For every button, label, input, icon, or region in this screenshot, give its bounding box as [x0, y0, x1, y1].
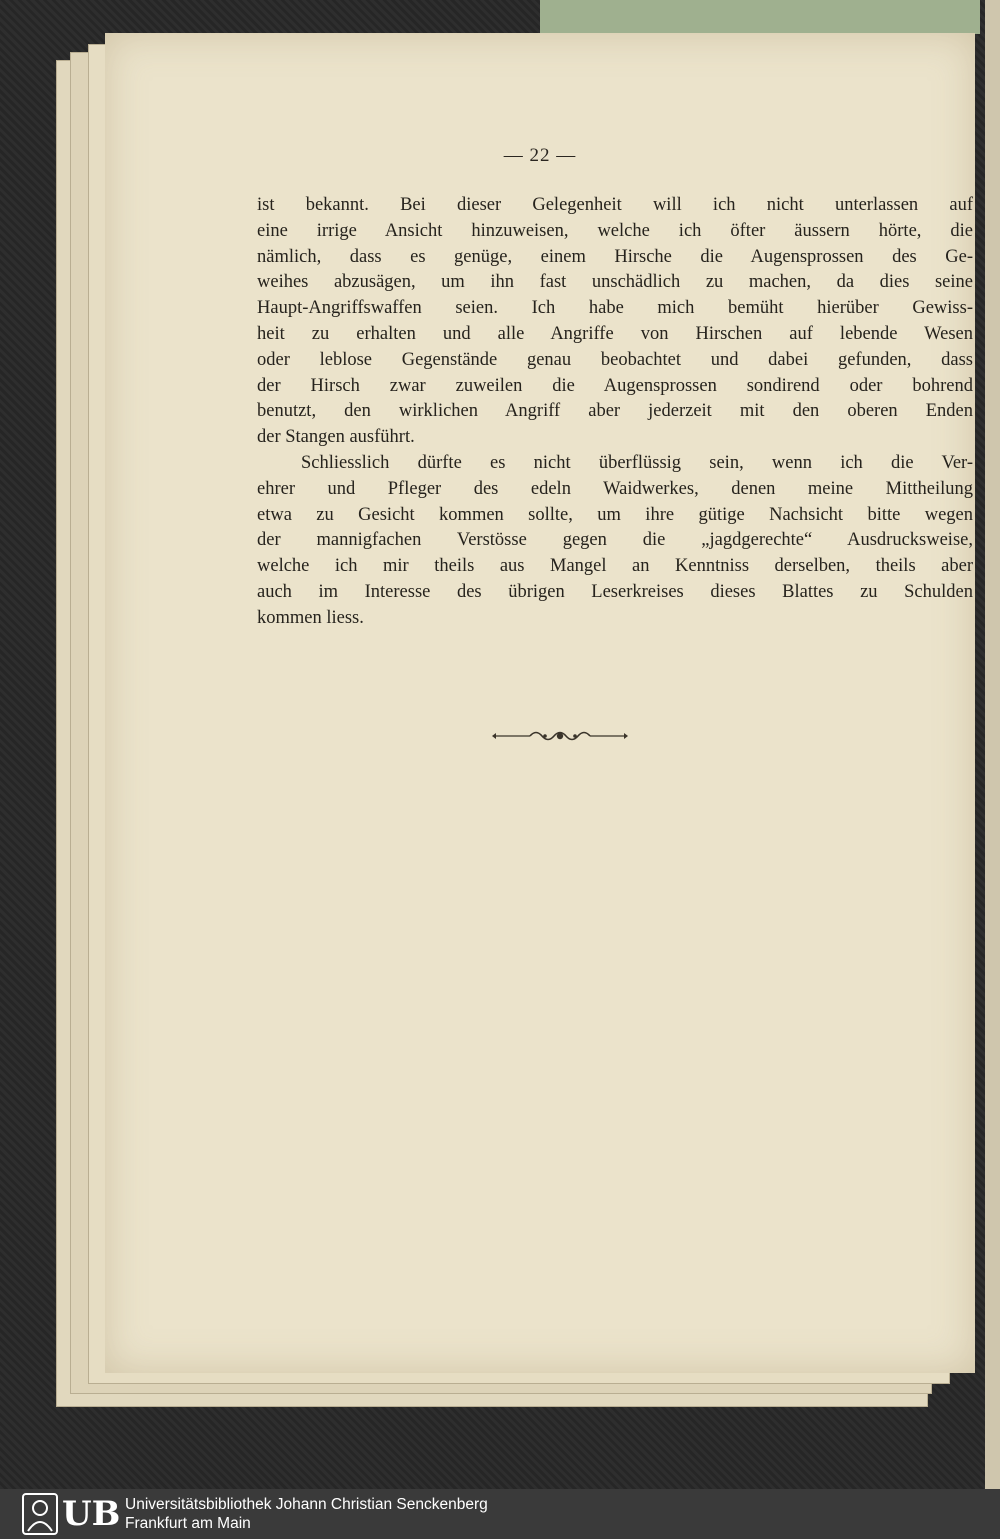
- text-line: welche ich mir theils aus Mangel an Kenntniss derselben, theils aber: [257, 556, 973, 577]
- text-line: heit zu erhalten und alle Angriffe von Hirschen auf lebende Wesen: [257, 323, 973, 344]
- text-line: eine irrige Ansicht hinzuweisen, welche ich öfter äussern hörte, die: [257, 220, 973, 241]
- text-line: der Stangen ausführt.: [257, 427, 415, 448]
- paragraph: [257, 451, 973, 632]
- text-line: Haupt-Angriffswaffen seien. Ich habe mich bemüht hierüber Gewiss-: [257, 298, 973, 319]
- library-location: Frankfurt am Main: [125, 1515, 251, 1532]
- text-line: auch im Interesse des übrigen Leserkreises dieses Blattes zu Schulden: [257, 581, 973, 602]
- text-line: benutzt, den wirklichen Angriff aber jederzeit mit den oberen Enden: [257, 401, 973, 422]
- book-page: [105, 33, 975, 1373]
- binding-strip: [540, 0, 980, 34]
- facing-page-edge: [985, 0, 1000, 1489]
- text-line: kommen liess.: [257, 607, 364, 628]
- text-line: ist bekannt. Bei dieser Gelegenheit will ich nicht unterlassen auf: [257, 195, 973, 215]
- text-line: ehrer und Pfleger des edeln Waidwerkes, denen meine Mittheilung: [257, 478, 973, 499]
- text-line: weihes abzusägen, um ihn fast unschädlich zu machen, da dies seine: [257, 272, 973, 293]
- library-name: Universitätsbibliothek Johann Christian Senckenberg: [125, 1496, 488, 1513]
- text-line: oder leblose Gegenstände genau beobachtet und dabei gefunden, dass: [257, 349, 973, 370]
- senckenberg-portrait-icon: [22, 1493, 58, 1535]
- body-text: [257, 193, 973, 632]
- text-line: der Hirsch zwar zuweilen die Augensprossen sondirend oder bohrend: [257, 375, 973, 396]
- library-logo: UB: [62, 1494, 121, 1534]
- text-line: Schliesslich dürfte es nicht überflüssig sein, wenn ich die Ver-: [301, 452, 973, 473]
- text-line: nämlich, dass es genüge, einem Hirsche die Augensprossen des Ge-: [257, 246, 973, 267]
- page-number: — 22 —: [503, 145, 577, 166]
- text-line: der mannigfachen Verstösse gegen die „jagdgerechte“ Ausdrucksweise,: [257, 530, 973, 551]
- text-line: etwa zu Gesicht kommen sollte, um ihre gütige Nachsicht bitte wegen: [257, 504, 973, 525]
- decorative-ornament-icon: [490, 727, 630, 745]
- paragraph: [257, 193, 973, 451]
